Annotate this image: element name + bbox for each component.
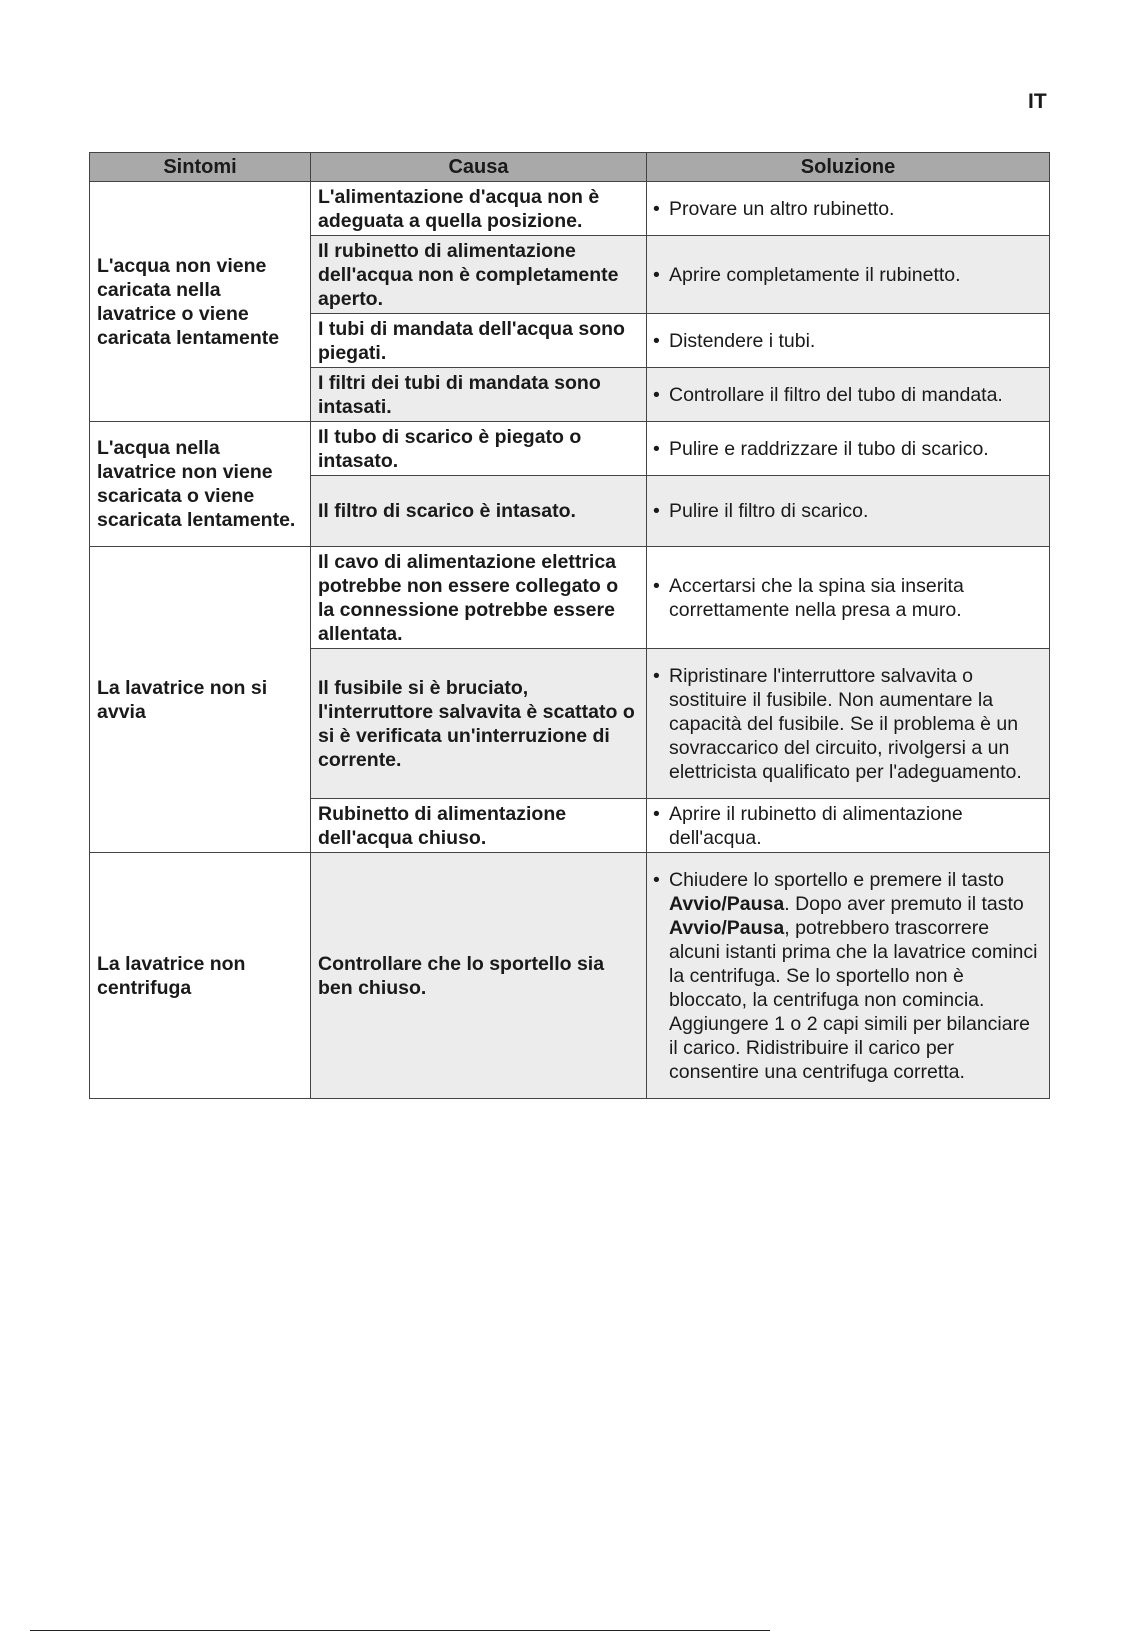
- solution-text: Aprire completamente il rubinetto.: [669, 263, 961, 286]
- solution-cell: [647, 547, 1050, 649]
- solution-cell: [647, 649, 1050, 799]
- symptom-cell: La lavatrice non si avvia: [90, 547, 311, 853]
- bullet-icon: •: [653, 574, 660, 597]
- bullet-icon: •: [653, 263, 660, 286]
- solution-text: Accertarsi che la spina sia inserita correttamente nella presa a muro.: [669, 574, 964, 621]
- solution-text: [669, 868, 1043, 1084]
- solution-text: Aprire il rubinetto di alimentazione dell'acqua.: [669, 802, 963, 849]
- cause-cell: Il tubo di scarico è piegato o intasato.: [311, 422, 647, 476]
- cause-cell: Il rubinetto di alimentazione dell'acqua non è completamente aperto.: [311, 236, 647, 314]
- language-tag: IT: [1028, 90, 1047, 113]
- solution-cell: [647, 476, 1050, 547]
- header-symptoms: Sintomi: [90, 153, 311, 182]
- solution-text: Pulire il filtro di scarico.: [669, 500, 869, 522]
- bullet-icon: •: [653, 383, 660, 406]
- cause-cell: Il cavo di alimentazione elettrica potrebbe non essere collegato o la connessione potrebbe essere allentata.: [311, 547, 647, 649]
- bullet-icon: •: [653, 500, 660, 522]
- symptom-cell: L'acqua nella lavatrice non viene scaricata o viene scaricata lentamente.: [90, 422, 311, 547]
- symptom-cell: La lavatrice non centrifuga: [90, 853, 311, 1099]
- solution-part: . Dopo aver premuto il tasto: [784, 892, 1024, 915]
- solution-cell: [647, 422, 1050, 476]
- cause-cell: Il filtro di scarico è intasato.: [311, 476, 647, 547]
- solution-cell: [647, 799, 1050, 853]
- cause-cell: I tubi di mandata dell'acqua sono piegati.: [311, 314, 647, 368]
- header-cause: Causa: [311, 153, 647, 182]
- bullet-icon: •: [653, 664, 660, 687]
- avvio-pausa-label: Avvio/Pausa: [669, 892, 785, 915]
- solution-text: Distendere i tubi.: [669, 329, 816, 352]
- troubleshooting-table: [89, 152, 1050, 1099]
- table-row: [90, 182, 1050, 236]
- header-solution: Soluzione: [647, 153, 1050, 182]
- table-body: [90, 182, 1050, 1099]
- cause-cell: L'alimentazione d'acqua non è adeguata a quella posizione.: [311, 182, 647, 236]
- cause-cell: Controllare che lo sportello sia ben chiuso.: [311, 853, 647, 1099]
- solution-cell: [647, 314, 1050, 368]
- table-row: [90, 422, 1050, 476]
- solution-text: Pulire e raddrizzare il tubo di scarico.: [669, 437, 989, 460]
- cause-cell: I filtri dei tubi di mandata sono intasati.: [311, 368, 647, 422]
- symptom-cell: L'acqua non viene caricata nella lavatrice o viene caricata lentamente: [90, 182, 311, 422]
- bullet-icon: •: [653, 329, 660, 352]
- cause-cell: Rubinetto di alimentazione dell'acqua chiuso.: [311, 799, 647, 853]
- bullet-icon: •: [653, 437, 660, 460]
- solution-part: Chiudere lo sportello e premere il tasto: [669, 868, 1004, 891]
- solution-cell: [647, 368, 1050, 422]
- solution-cell: [647, 182, 1050, 236]
- solution-cell: [647, 853, 1050, 1099]
- table-row: [90, 853, 1050, 1099]
- avvio-pausa-label: Avvio/Pausa: [669, 916, 785, 939]
- solution-text: Provare un altro rubinetto.: [669, 197, 895, 220]
- bullet-icon: •: [653, 802, 660, 825]
- cause-cell: Il fusibile si è bruciato, l'interruttore salvavita è scattato o si è verificata un'interruzione di corrente.: [311, 649, 647, 799]
- solution-part: , potrebbero trascorrere alcuni istanti prima che la lavatrice cominci la centrifuga. Se lo sportello non è bloccato, la centrifuga non comincia. Aggiungere 1 o 2 capi simili per bilanciare il carico. Ridistribuire il carico per consentire una centrifuga corretta.: [669, 916, 1038, 1083]
- solution-text: Ripristinare l'interruttore salvavita o sostituire il fusibile. Non aumentare la capacità del fusibile. Se il problema è un sovraccarico del circuito, rivolgersi a un elettricista qualificato per l'adeguamento.: [669, 664, 1022, 783]
- solution-cell: [647, 236, 1050, 314]
- solution-text: Controllare il filtro del tubo di mandata.: [669, 383, 1003, 406]
- table-header-row: [90, 153, 1050, 182]
- table-row: [90, 547, 1050, 649]
- footer-rule: [30, 1630, 770, 1631]
- bullet-icon: •: [653, 868, 660, 891]
- bullet-icon: •: [653, 197, 660, 220]
